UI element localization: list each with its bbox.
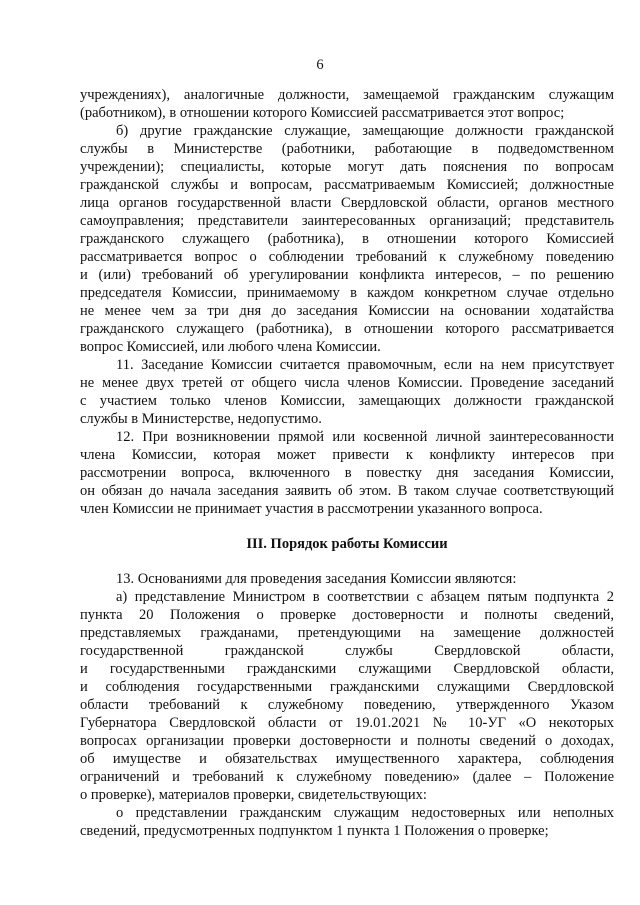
text-line: сведений, предусмотренных подпунктом 1 пункта 1 Положения о проверке;	[80, 823, 549, 839]
text-line: службы в Министерстве (работники, работающие в подведомственном	[80, 141, 614, 157]
text-line: рассмотрении вопроса, включенного в повестку дня заседания Комиссии,	[80, 465, 614, 481]
text-line: самоуправления; представители заинтересованных организаций; представитель	[80, 213, 614, 229]
paragraph-11	[80, 356, 614, 428]
text-line: учреждениях), аналогичные должности, замещаемой гражданским служащим	[80, 87, 614, 103]
text-line: а) представление Министром в соответствии с абзацем пятым подпункта 2	[116, 589, 614, 605]
paragraph-item-b	[80, 122, 614, 356]
text-line: о представлении гражданским служащим недостоверных или неполных	[116, 805, 614, 821]
section-heading: III. Порядок работы Комиссии	[246, 536, 448, 552]
paragraph-13	[80, 570, 614, 588]
text-line: вопрос Комиссией, или любого члена Комиссии.	[80, 339, 381, 355]
text-line: не менее двух третей от общего числа членов Комиссии. Проведение заседаний	[80, 375, 614, 391]
text-line: Губернатора Свердловской области от 19.01.2021 № 10-УГ «О некоторых	[80, 715, 614, 731]
text-line: гражданской службы и вопросам, рассматриваемым Комиссией; должностные	[80, 177, 614, 193]
paragraph-12	[80, 428, 614, 518]
text-line: вопросах организации проверки достоверности и полноты сведений о доходах,	[80, 733, 614, 749]
text-line: 12. При возникновении прямой или косвенной личной заинтересованности	[116, 429, 614, 445]
text-line: пункта 20 Положения о проверке достоверности и полноты сведений,	[80, 607, 614, 623]
page-number: 6	[316, 57, 324, 73]
text-line: рассматривается вопрос о соблюдении требований к служебному поведению	[80, 249, 614, 265]
text-line: 11. Заседание Комиссии считается правомочным, если на нем присутствует	[116, 357, 614, 373]
text-line: представляемых гражданами, претендующими на замещение должностей	[80, 625, 614, 641]
text-line: государственной гражданской службы Свердловской области,	[80, 643, 614, 659]
text-line: гражданского служащего (работника), в отношении которого рассматривается	[80, 321, 614, 337]
paragraph-subitem	[80, 804, 614, 840]
text-line: с участием только членов Комиссии, замещающих должности гражданской	[80, 393, 614, 409]
text-line: (работником), в отношении которого Комиссией рассматривается этот вопрос;	[80, 105, 565, 121]
text-line: о проверке), материалов проверки, свидетельствующих:	[80, 787, 427, 803]
text-line: гражданского служащего (работника), в отношении которого Комиссией	[80, 231, 614, 247]
text-line: председателя Комиссии, принимаемому в каждом конкретном случае отдельно	[80, 285, 614, 301]
paragraph-item-a	[80, 588, 614, 804]
text-line: 13. Основаниями для проведения заседания Комиссии являются:	[116, 571, 517, 587]
text-line: службы в Министерстве, недопустимо.	[80, 411, 322, 427]
text-line: об имуществе и обязательствах имущественного характера, соблюдения	[80, 751, 614, 767]
text-line: не менее чем за три дня до заседания Комиссии на основании ходатайства	[80, 303, 614, 319]
text-line: лица органов государственной власти Свердловской области, органов местного	[80, 195, 614, 211]
paragraph-continuation	[80, 86, 614, 122]
text-line: учреждении); специалисты, которые могут дать пояснения по вопросам	[80, 159, 614, 175]
text-line: он обязан до начала заседания заявить об этом. В таком случае соответствующий	[80, 483, 614, 499]
text-line: б) другие гражданские служащие, замещающие должности гражданской	[116, 123, 614, 139]
text-line: и (или) требований об урегулировании конфликта интересов, – по решению	[80, 267, 614, 283]
text-line: член Комиссии не принимает участия в рассмотрении указанного вопроса.	[80, 501, 543, 517]
text-line: члена Комиссии, которая может привести к конфликту интересов при	[80, 447, 614, 463]
document-body	[80, 86, 614, 840]
text-line: области требований к служебному поведению, утвержденного Указом	[80, 697, 614, 713]
text-line: ограничений и требований к служебному поведению» (далее – Положение	[80, 769, 614, 785]
text-line: и соблюдения государственными гражданскими служащими Свердловской	[80, 679, 614, 695]
text-line: и государственными гражданскими служащими Свердловской области,	[80, 661, 614, 677]
